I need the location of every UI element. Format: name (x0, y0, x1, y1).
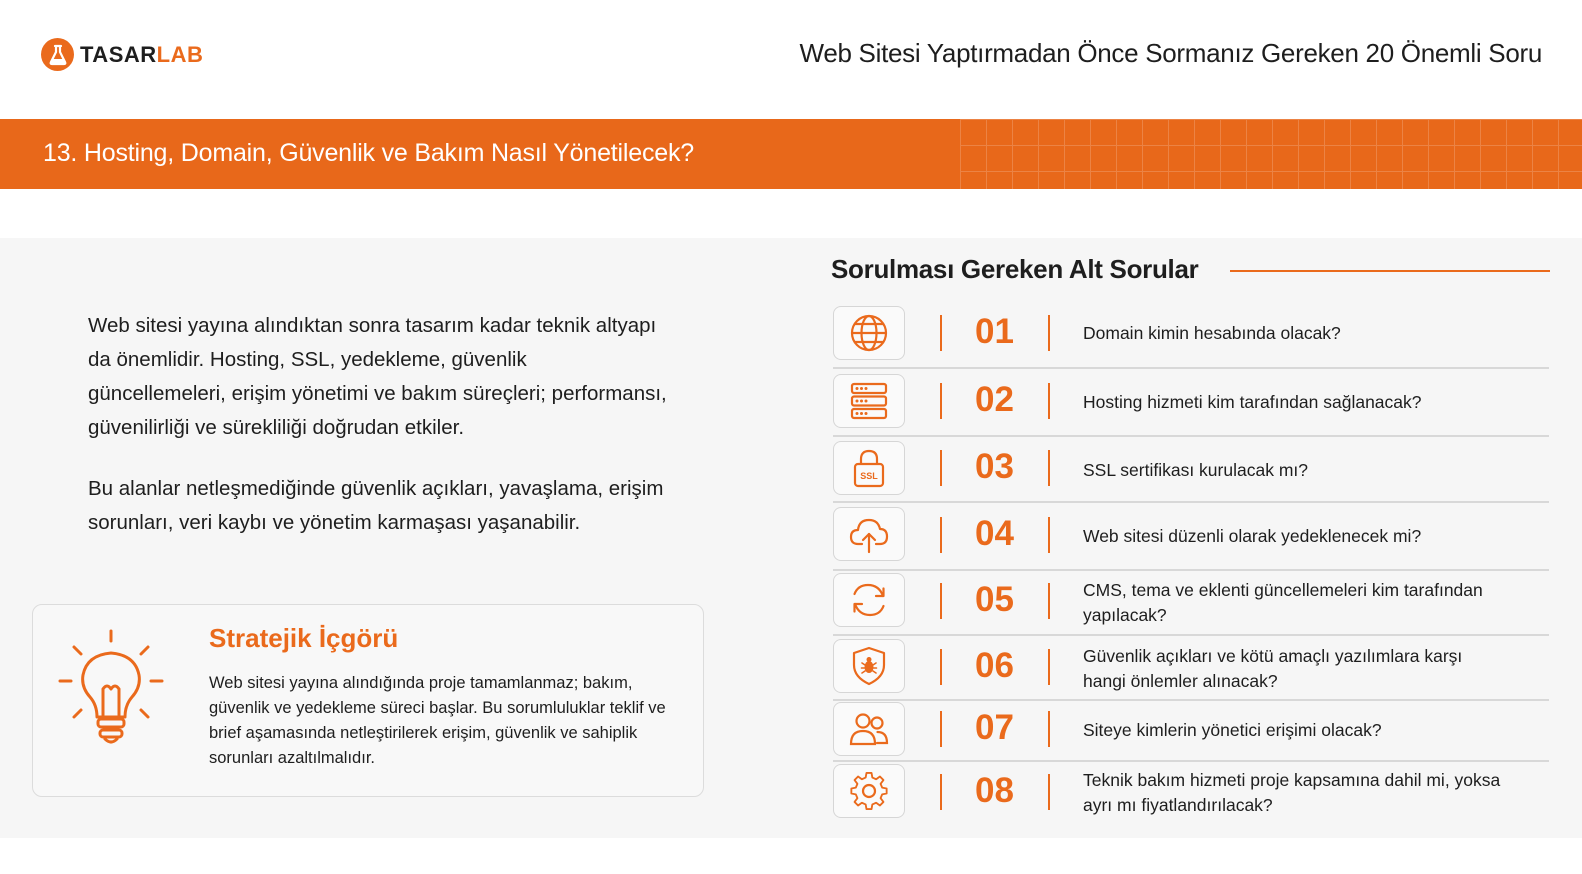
separator-bar (940, 315, 942, 351)
question-text: Güvenlik açıkları ve kötü amaçlı yazılımlara karşı hangi önlemler alınacak? (1083, 646, 1463, 691)
brand-name-part1: TASAR (80, 41, 157, 67)
question-number: 03 (975, 447, 1014, 486)
question-text: Siteye kimlerin yönetici erişimi olacak? (1083, 720, 1382, 740)
question-row-07 (833, 702, 1549, 762)
separator-bar (940, 450, 942, 486)
question-text: SSL sertifikası kurulacak mı? (1083, 460, 1308, 480)
question-number: 01 (975, 312, 1014, 351)
separator-bar (940, 649, 942, 685)
globe-icon (833, 306, 905, 360)
ssl-lock-icon (833, 441, 905, 495)
question-row-06 (833, 637, 1549, 701)
intro-paragraph-2: Bu alanlar netleşmediğinde güvenlik açıkları, yavaşlama, erişim sorunları, veri kaybı ve yönetim karmaşası yaşanabilir. (88, 477, 664, 534)
separator-bar (1048, 774, 1050, 810)
question-row-01 (833, 305, 1549, 369)
separator-bar (940, 583, 942, 619)
title-rule (1230, 270, 1550, 272)
separator-bar (1048, 450, 1050, 486)
section-banner (0, 119, 1582, 189)
question-row-08 (833, 763, 1549, 825)
row-divider (833, 367, 1549, 369)
question-number: 08 (975, 771, 1014, 810)
separator-bar (940, 517, 942, 553)
subquestions-title: Sorulması Gereken Alt Sorular (831, 254, 1199, 284)
question-row-02 (833, 372, 1549, 436)
row-divider (833, 569, 1549, 571)
separator-bar (1048, 583, 1050, 619)
question-text: Hosting hizmeti kim tarafından sağlanacak? (1083, 392, 1422, 412)
separator-bar (1048, 517, 1050, 553)
banner-grid-pattern (960, 119, 1582, 189)
gear-icon (833, 764, 905, 818)
separator-bar (1048, 315, 1050, 351)
row-divider (833, 760, 1549, 762)
question-row-04 (833, 506, 1549, 570)
separator-bar (940, 383, 942, 419)
svg-text:SSL: SSL (860, 471, 878, 481)
question-text: CMS, tema ve eklenti güncellemeleri kim tarafından yapılacak? (1083, 580, 1483, 625)
separator-bar (940, 774, 942, 810)
lightbulb-icon (57, 627, 165, 749)
refresh-icon (833, 573, 905, 627)
insight-title: Stratejik İçgörü (209, 623, 399, 653)
question-number: 07 (975, 708, 1014, 747)
brand-name-part2: LAB (156, 41, 204, 67)
insight-body: Web sitesi yayına alındığında proje tamamlanmaz; bakım, güvenlik ve yedekleme süreci başlar. Bu sorumluluklar teklif ve brief aşamasında netleştirilerek erişim, güvenlik ve sahiplik sorunları azaltılmalıdır. (209, 674, 666, 767)
question-number: 04 (975, 514, 1014, 553)
row-divider (833, 435, 1549, 437)
brand-name (80, 42, 203, 68)
row-divider (833, 699, 1549, 701)
separator-bar (940, 711, 942, 747)
question-text: Teknik bakım hizmeti proje kapsamına dahil mi, yoksa ayrı mı fiyatlandırılacak? (1083, 770, 1501, 815)
separator-bar (1048, 711, 1050, 747)
section-title: 13. Hosting, Domain, Güvenlik ve Bakım Nasıl Yönetilecek? (43, 139, 694, 167)
row-divider (833, 501, 1549, 503)
question-text: Domain kimin hesabında olacak? (1083, 323, 1341, 343)
separator-bar (1048, 649, 1050, 685)
question-number: 05 (975, 580, 1014, 619)
server-icon (833, 374, 905, 428)
brand-logo[interactable] (41, 38, 203, 71)
users-icon (833, 702, 905, 756)
insight-card (32, 604, 704, 797)
cloud-upload-icon (833, 507, 905, 561)
shield-bug-icon (833, 639, 905, 693)
document-title: Web Sitesi Yaptırmadan Önce Sormanız Gereken 20 Önemli Soru (799, 38, 1542, 68)
intro-paragraph-1: Web sitesi yayına alındıktan sonra tasarım kadar teknik altyapı da önemlidir. Hosting, SSL, yedekleme, güvenlik güncellemeleri, erişim yönetimi ve bakım süreçleri; performansı, güvenilirliği ve sürekliliği doğrudan etkiler. (88, 314, 667, 439)
page-header (0, 0, 1582, 119)
separator-bar (1048, 383, 1050, 419)
question-text: Web sitesi düzenli olarak yedeklenecek mi? (1083, 526, 1422, 546)
question-row-05 (833, 572, 1549, 636)
row-divider (833, 634, 1549, 636)
question-number: 02 (975, 380, 1014, 419)
flask-icon (41, 38, 74, 71)
question-row-03 (833, 440, 1549, 502)
question-number: 06 (975, 646, 1014, 685)
